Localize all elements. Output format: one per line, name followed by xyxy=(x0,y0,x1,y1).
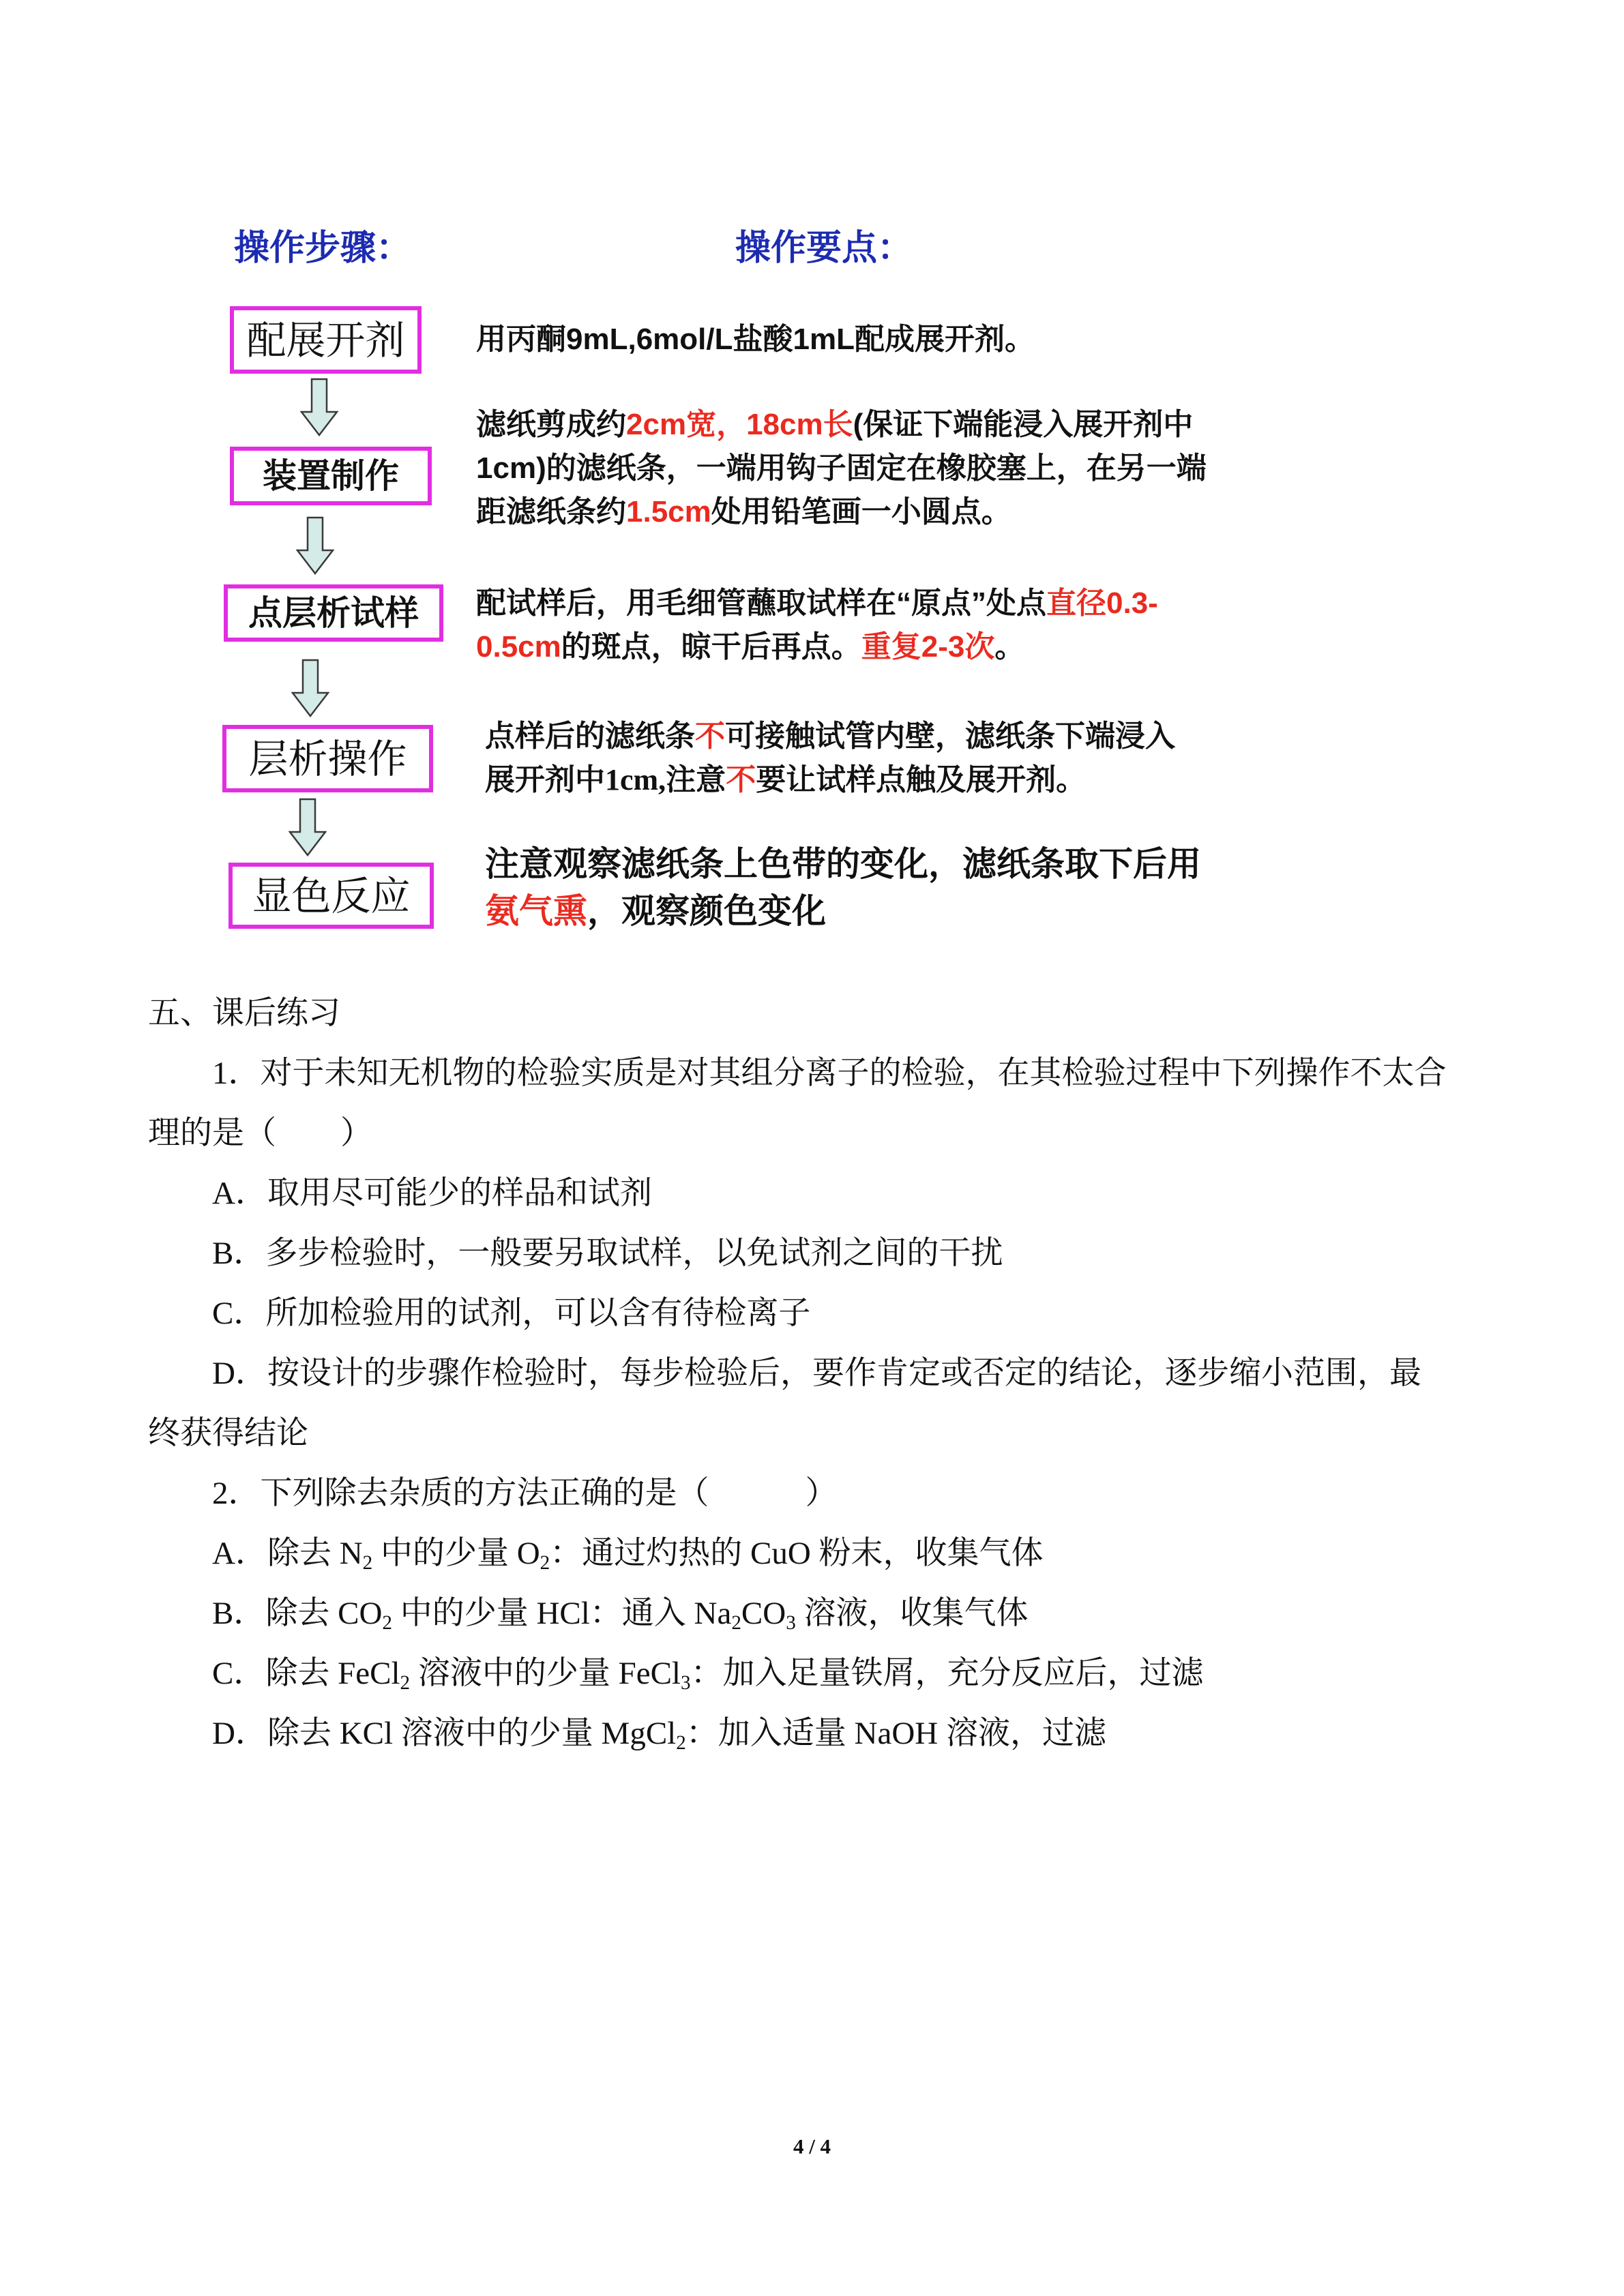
step-key-points xyxy=(476,318,1035,361)
highlight-text: 重复2-3次 xyxy=(861,630,995,664)
option-line xyxy=(148,1583,1539,1643)
text-segment: 用丙酮9mL,6mol/L盐酸1mL配成展开剂。 xyxy=(476,323,1035,356)
key-point-line xyxy=(476,582,1158,625)
question-stem-line xyxy=(148,1043,1539,1103)
text-segment: 溶液，收集气体 xyxy=(795,1596,1029,1631)
question-2-option-d xyxy=(148,1703,1539,1763)
steps-header: 操作步骤： xyxy=(234,228,412,268)
key-point-line xyxy=(485,841,1201,888)
key-point-line xyxy=(476,447,1207,490)
key-point-line xyxy=(476,403,1207,447)
text-segment: B．除去 CO xyxy=(212,1596,383,1631)
question-1-option-b xyxy=(148,1223,1539,1283)
text-segment: (保证下端能浸入展开剂中 xyxy=(853,408,1194,441)
highlight-text: 直径0.3- xyxy=(1046,586,1158,620)
highlight-text: 2cm宽，18cm长 xyxy=(626,408,853,441)
key-point-line xyxy=(485,758,1175,802)
subscript: 3 xyxy=(681,1672,691,1695)
down-arrow-icon xyxy=(300,378,338,436)
step-box-device-setup xyxy=(230,447,432,505)
step-label: 装置制作 xyxy=(263,456,399,496)
text-segment: C．所加检验用的试剂，可以含有待检离子 xyxy=(212,1296,811,1331)
option-line xyxy=(148,1163,1539,1223)
question-2-option-c xyxy=(148,1643,1539,1703)
step-label: 显色反应 xyxy=(252,872,411,919)
text-segment: 滤纸剪成约 xyxy=(476,408,626,441)
text-segment: ，观察颜色变化 xyxy=(587,892,826,930)
step-box-spot-sample xyxy=(224,584,443,642)
text-segment: B．多步检验时，一般要另取试样，以免试剂之间的干扰 xyxy=(212,1236,1003,1271)
step-label: 配展开剂 xyxy=(246,316,405,363)
option-line xyxy=(148,1343,1539,1403)
highlight-text: 不 xyxy=(695,719,725,753)
step-box-color-reaction xyxy=(228,863,434,929)
text-segment: 的斑点，晾干后再点。 xyxy=(561,630,861,664)
text-segment: ：加入适量 NaOH 溶液，过滤 xyxy=(685,1716,1106,1751)
text-segment: 2．下列除去杂质的方法正确的是（ ） xyxy=(212,1476,838,1511)
subscript: 3 xyxy=(786,1612,796,1635)
option-line xyxy=(148,1703,1539,1763)
key-point-line xyxy=(476,318,1035,361)
text-segment: D．按设计的步骤作检验时，每步检验后，要作肯定或否定的结论，逐步缩小范围，最 xyxy=(212,1356,1421,1391)
chromatography-flowchart xyxy=(0,0,1624,968)
text-segment: 溶液中的少量 FeCl xyxy=(410,1656,681,1691)
highlight-text: 0.5cm xyxy=(476,630,561,664)
highlight-text: 氨气熏 xyxy=(485,892,587,930)
question-2-option-b xyxy=(148,1583,1539,1643)
step-label: 点层析试样 xyxy=(248,593,419,633)
text-segment: D．除去 KCl 溶液中的少量 MgCl xyxy=(212,1716,677,1751)
step-box-prepare-solvent xyxy=(230,306,422,374)
text-segment: 终获得结论 xyxy=(148,1416,308,1451)
down-arrow-icon xyxy=(296,516,334,575)
text-segment: CO xyxy=(741,1596,786,1631)
subscript: 2 xyxy=(362,1552,373,1575)
subscript: 2 xyxy=(382,1612,392,1635)
question-1-option-c xyxy=(148,1283,1539,1343)
highlight-text: 不 xyxy=(726,763,756,796)
question-1-stem xyxy=(148,1043,1539,1163)
question-2-stem xyxy=(148,1463,1539,1523)
text-segment: 展开剂中1cm,注意 xyxy=(485,763,726,796)
section-heading: 五、课后练习 xyxy=(148,996,340,1031)
question-stem-line xyxy=(148,1103,1539,1163)
text-segment: 点样后的滤纸条 xyxy=(485,719,695,753)
question-stem-line xyxy=(148,1463,1539,1523)
down-arrow-icon xyxy=(289,798,327,856)
page-number: 4 / 4 xyxy=(793,2134,831,2158)
text-segment: 距滤纸条约 xyxy=(476,495,626,528)
option-line xyxy=(148,1523,1539,1583)
step-key-points xyxy=(476,582,1158,669)
text-segment: A．除去 N xyxy=(212,1536,363,1571)
text-segment: A．取用尽可能少的样品和试剂 xyxy=(212,1176,652,1211)
subscript: 2 xyxy=(676,1732,686,1755)
key-point-line xyxy=(485,715,1175,758)
text-segment: ：通过灼热的 CuO 粉末，收集气体 xyxy=(550,1536,1044,1571)
option-line xyxy=(148,1283,1539,1343)
option-line xyxy=(148,1223,1539,1283)
text-segment: 处用铅笔画一小圆点。 xyxy=(711,495,1012,528)
question-2-option-a xyxy=(148,1523,1539,1583)
option-line xyxy=(148,1643,1539,1703)
text-segment: 1．对于未知无机物的检验实质是对其组分离子的检验，在其检验过程中下列操作不太合 xyxy=(212,1056,1447,1091)
text-segment: ：加入足量铁屑，充分反应后，过滤 xyxy=(690,1656,1204,1691)
text-segment: 。 xyxy=(994,630,1025,664)
step-key-points xyxy=(485,841,1201,935)
subscript: 2 xyxy=(400,1672,411,1695)
key-point-line xyxy=(476,625,1158,669)
text-segment: 可接触试管内壁，滤纸条下端浸入 xyxy=(725,719,1175,753)
key-points-header: 操作要点： xyxy=(735,228,913,268)
text-segment: C．除去 FeCl xyxy=(212,1656,400,1691)
text-segment: 注意观察滤纸条上色带的变化，滤纸条取下后用 xyxy=(485,845,1201,883)
step-key-points xyxy=(476,403,1207,534)
question-1-option-a xyxy=(148,1163,1539,1223)
step-label: 层析操作 xyxy=(248,735,407,782)
key-point-line xyxy=(476,490,1207,534)
exercise-section xyxy=(148,983,1539,1763)
step-key-points xyxy=(485,715,1175,802)
key-point-line xyxy=(485,888,1201,935)
option-line xyxy=(148,1403,1539,1463)
highlight-text: 1.5cm xyxy=(626,495,711,528)
subscript: 2 xyxy=(540,1552,550,1575)
step-box-chromatography xyxy=(222,725,433,792)
text-segment: 中的少量 O xyxy=(372,1536,540,1571)
text-segment: 配试样后，用毛细管蘸取试样在“原点”处点 xyxy=(476,586,1046,620)
text-segment: 中的少量 HCl：通入 Na xyxy=(392,1596,732,1631)
text-segment: 1cm)的滤纸条，一端用钩子固定在橡胶塞上，在另一端 xyxy=(476,451,1207,485)
text-segment: 理的是（ ） xyxy=(148,1116,372,1151)
question-1-option-d xyxy=(148,1343,1539,1463)
subscript: 2 xyxy=(731,1612,741,1635)
down-arrow-icon xyxy=(291,659,329,717)
text-segment: 要让试样点触及展开剂。 xyxy=(756,763,1087,796)
